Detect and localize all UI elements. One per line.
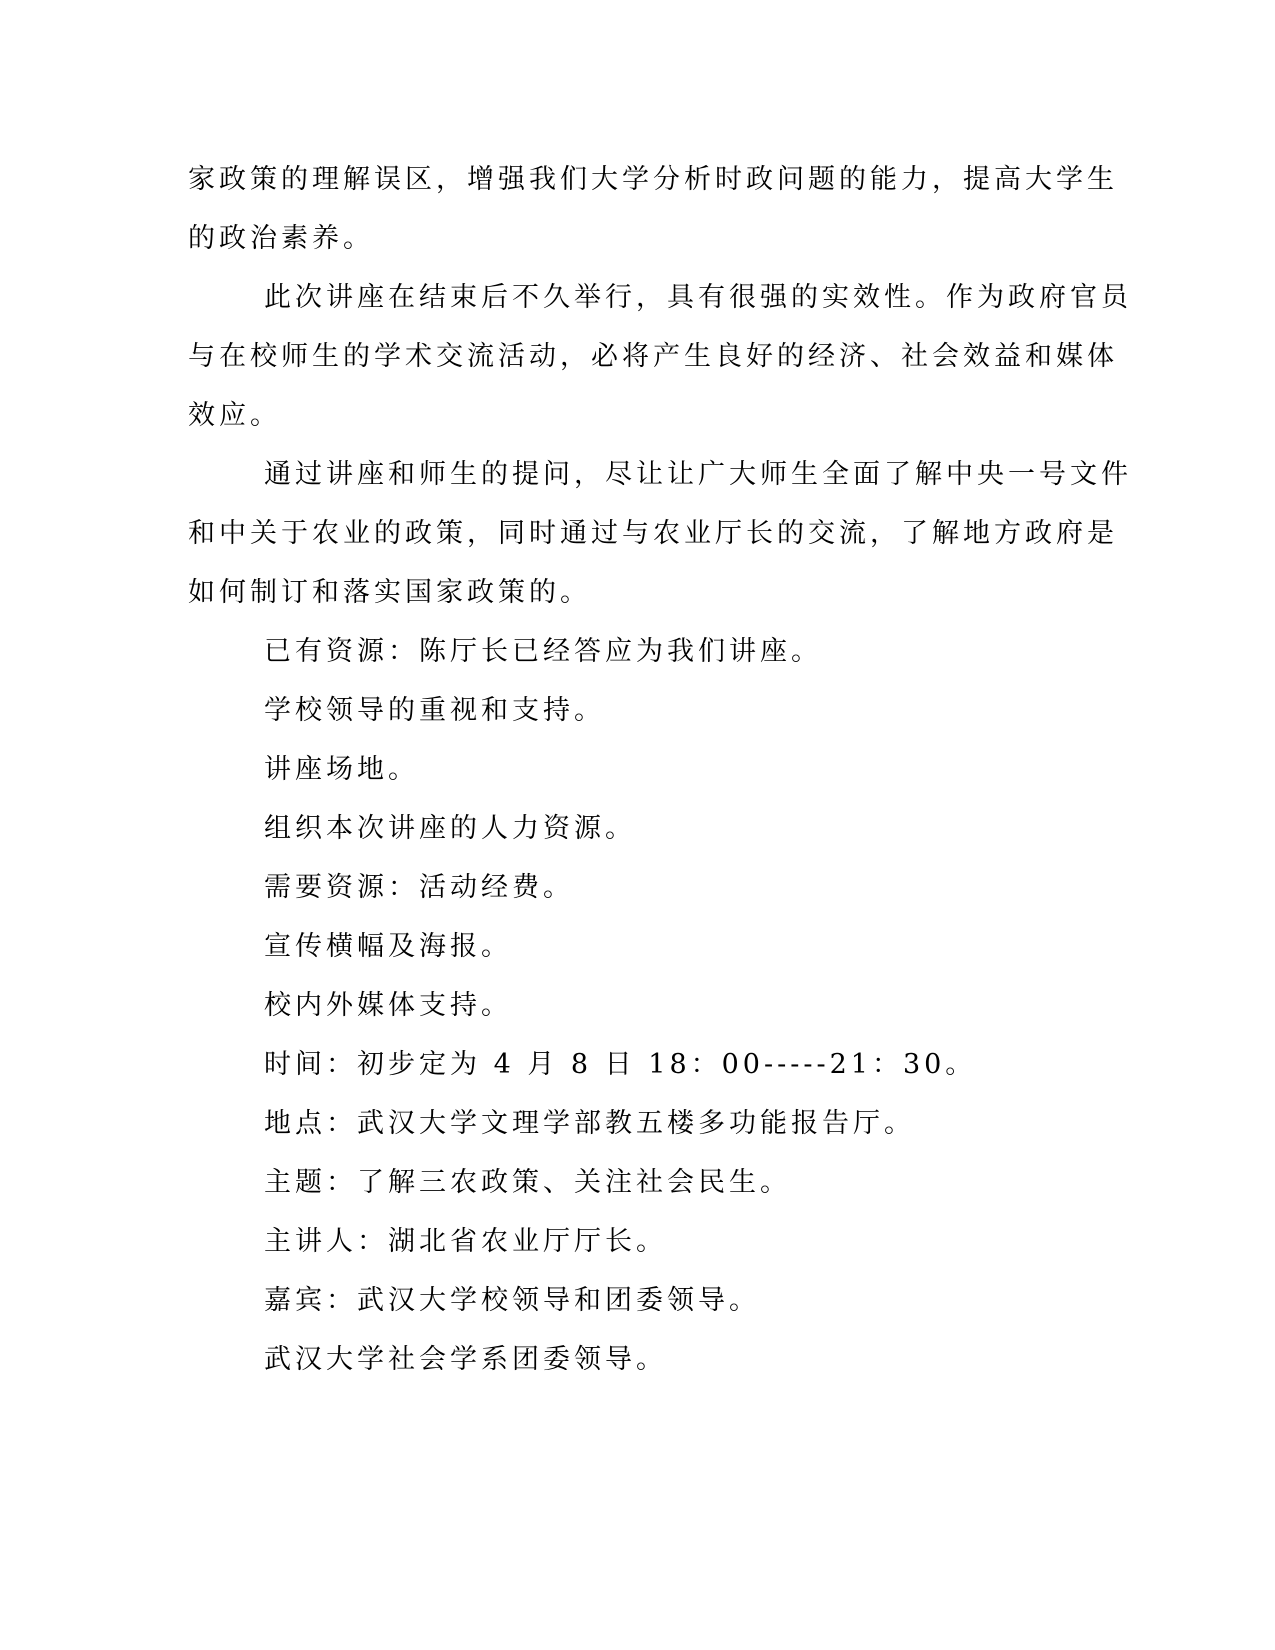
paragraph-line: 主讲人：湖北省农业厅厅长。 (264, 1226, 667, 1257)
paragraph-line: 家政策的理解误区，增强我们大学分析时政问题的能力，提高大学生 (188, 164, 1118, 195)
paragraph-line: 的政治素养。 (188, 223, 374, 254)
paragraph-line: 时间：初步定为 4 月 8 日 18：00-----21：30。 (264, 1049, 977, 1080)
paragraph-line: 与在校师生的学术交流活动，必将产生良好的经济、社会效益和媒体 (188, 341, 1118, 372)
paragraph-line: 和中关于农业的政策，同时通过与农业厅长的交流，了解地方政府是 (188, 518, 1118, 549)
paragraph-line: 此次讲座在结束后不久举行，具有很强的实效性。作为政府官员 (264, 282, 1132, 313)
paragraph-line: 效应。 (188, 400, 281, 431)
paragraph-line: 学校领导的重视和支持。 (264, 695, 605, 726)
paragraph-line: 通过讲座和师生的提问，尽让让广大师生全面了解中央一号文件 (264, 459, 1132, 490)
paragraph-line: 校内外媒体支持。 (264, 990, 512, 1021)
paragraph-line: 主题：了解三农政策、关注社会民生。 (264, 1167, 791, 1198)
paragraph-line: 地点：武汉大学文理学部教五楼多功能报告厅。 (264, 1108, 915, 1139)
paragraph-line: 宣传横幅及海报。 (264, 931, 512, 962)
paragraph-line: 已有资源：陈厅长已经答应为我们讲座。 (264, 636, 822, 667)
paragraph-line: 讲座场地。 (264, 754, 419, 785)
paragraph-line: 武汉大学社会学系团委领导。 (264, 1344, 667, 1375)
paragraph-line: 需要资源：活动经费。 (264, 872, 574, 903)
paragraph-line: 如何制订和落实国家政策的。 (188, 577, 591, 608)
paragraph-line: 嘉宾：武汉大学校领导和团委领导。 (264, 1285, 760, 1316)
paragraph-line: 组织本次讲座的人力资源。 (264, 813, 636, 844)
